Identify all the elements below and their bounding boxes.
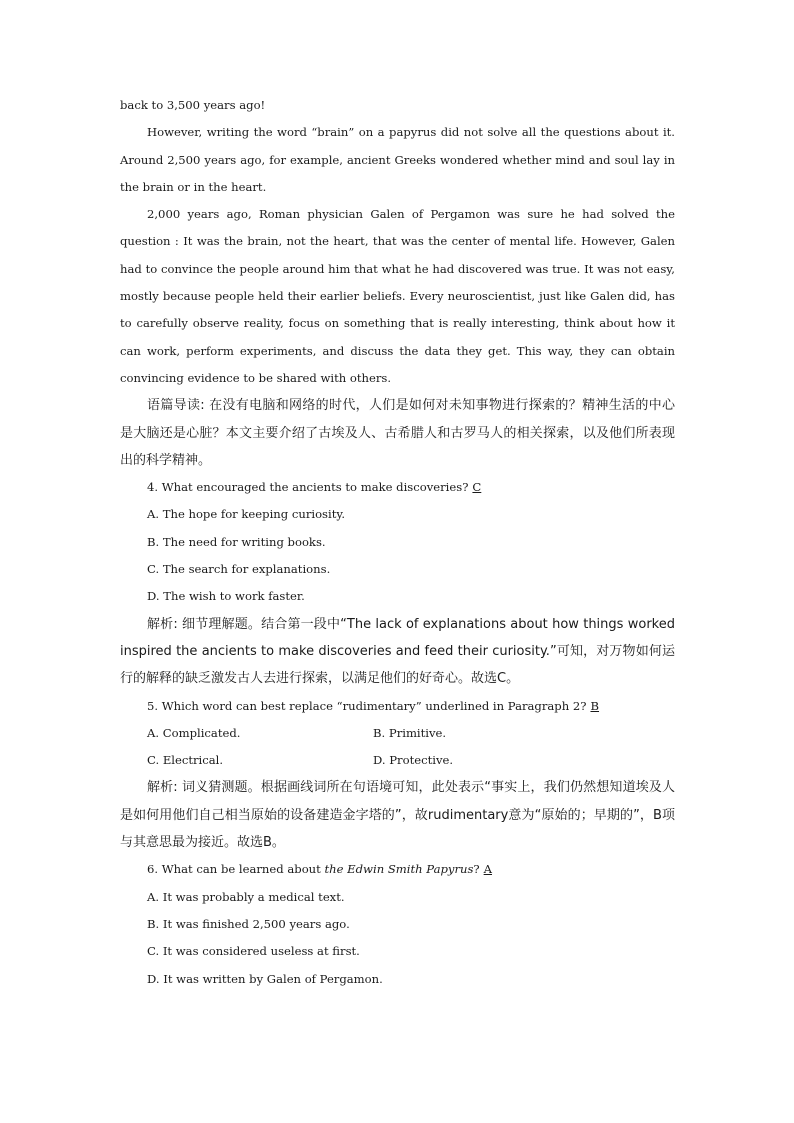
q6-option-a: A. It was probably a medical text. — [147, 889, 345, 904]
paragraph-intro: back to 3,500 years ago! — [120, 98, 266, 112]
reading-guide: 语篇导读: 在没有电脑和网络的时代，人们是如何对未知事物进行探索的？精神生活的中心是大脑还是心脏？本文主要介绍了古埃及人、古希腊人和古罗马人的相关探索，以及他们所表现出的科学精神。 — [120, 398, 675, 468]
q6-option-d: D. It was written by Galen of Pergamon. — [147, 971, 383, 986]
q4-option-b: B. The need for writing books. — [147, 534, 326, 549]
q5-option-c: C. Electrical. — [147, 753, 224, 768]
question-6-stem-pre: 6. What can be learned about — [147, 862, 325, 877]
question-4-answer: C — [472, 480, 482, 495]
question-6-title: the Edwin Smith Papyrus — [324, 862, 474, 877]
q5-option-b: B. Primitive. — [373, 725, 447, 740]
q5-option-a: A. Complicated. — [147, 725, 241, 740]
question-4-stem: 4. What encouraged the ancients to make discoveries? — [147, 480, 469, 495]
q6-option-c: C. It was considered useless at first. — [147, 944, 360, 959]
question-4 — [120, 474, 675, 501]
paragraph-galen: 2,000 years ago, Roman physician Galen of Pergamon was sure he had solved the question : It was the brain, not the heart, that was the center of mental life. However, Galen had to convince the people around him that what he had discovered was true. It was not easy, mostly because people held their earlier beliefs. Every neuroscientist, just like Galen did, has to carefully observe reality, focus on something that is really interesting, think about how it can work, perform experiments, and discuss the data they get. This way, they can obtain convincing evidence to be shared with others. — [120, 207, 675, 385]
q4-option-c: C. The search for explanations. — [147, 562, 331, 577]
q5-analysis: 解析: 词义猜测题。根据画线词所在句语境可知，此处表示“事实上，我们仍然想知道埃及人是如何用他们自己相当原始的设备建造金字塔的”，故rudimentary意为“原始的；早期的”，B项与其意思最为接近。故选B。 — [120, 780, 675, 851]
q4-analysis: 解析: 细节理解题。结合第一段中“The lack of explanations about how things worked inspired the ancients to make discoveries and feed their curiosity.”可知，对万物如何运行的解释的缺乏激发古人去进行探索，以满足他们的好奇心。故选C。 — [120, 616, 675, 687]
q4-option-a: A. The hope for keeping curiosity. — [147, 507, 346, 522]
q4-option-d: D. The wish to work faster. — [147, 589, 305, 604]
q5-options-row-2 — [120, 747, 675, 774]
question-6-answer: A — [483, 862, 493, 877]
q5-options-row-1 — [120, 720, 675, 747]
question-5-answer: B — [590, 698, 600, 713]
q5-option-d: D. Protective. — [373, 753, 454, 768]
paragraph-greeks: However, writing the word “brain” on a papyrus did not solve all the questions about it. Around 2,500 years ago, for example, ancient Greeks wondered whether mind and soul lay in the brain or in the heart. — [120, 125, 675, 194]
question-5 — [120, 693, 675, 720]
question-5-stem: 5. Which word can best replace “rudimentary” underlined in Paragraph 2? — [147, 698, 587, 713]
document-body — [120, 92, 675, 993]
q6-option-b: B. It was finished 2,500 years ago. — [147, 916, 350, 931]
question-6-stem-post: ? — [473, 862, 480, 877]
question-6 — [120, 856, 675, 883]
